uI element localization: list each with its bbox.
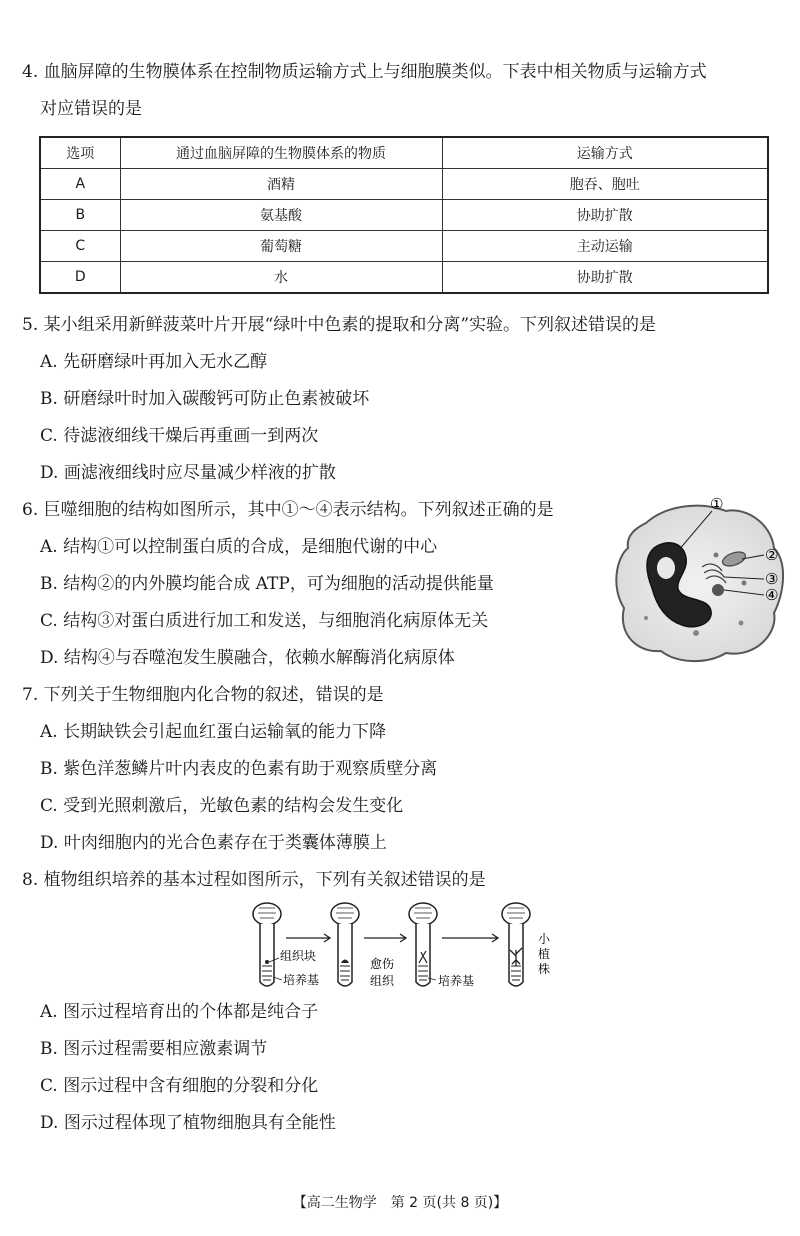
table-cell: 协助扩散 [442,262,768,294]
table-row [40,262,768,294]
q6-option-b: B. 结构②的内外膜均能合成 ATP，可为细胞的活动提供能量 [40,574,494,594]
q7-option-c: C. 受到光照刺激后，光敏色素的结构会发生变化 [40,796,404,816]
q7-option-b: B. 紫色洋葱鳞片叶内表皮的色素有助于观察质壁分离 [40,759,438,779]
q6-option-d: D. 结构④与吞噬泡发生膜融合，依赖水解酶消化病原体 [40,648,455,668]
label-tissue-block: 组织块 [280,949,317,963]
label-callus-2: 组织 [370,974,395,988]
q4-stem-line1: 4. 血脑屏障的生物膜体系在控制物质运输方式上与细胞膜类似。下表中相关物质与运输方式 [22,62,707,82]
table-cell: 胞吞、胞吐 [442,169,768,200]
label-callus-1: 愈伤 [370,957,395,971]
test-tube-3 [409,903,437,986]
label-plantlet-3: 株 [538,962,551,976]
table-cell: A [40,169,120,200]
q4-stem-line2: 对应错误的是 [40,99,142,119]
q5-option-a: A. 先研磨绿叶再加入无水乙醇 [40,352,268,372]
table-row [40,169,768,200]
label-4: ④ [765,586,779,604]
page-footer: 【高二生物学 第 2 页(共 8 页)】 [292,1195,508,1211]
table-cell: B [40,200,120,231]
label-plantlet-2: 植 [538,947,551,961]
nucleolus [657,557,675,579]
label-plantlet-1: 小 [538,932,551,946]
q4-table [39,136,769,294]
table-header-cell: 运输方式 [442,137,768,169]
label-2: ② [765,546,779,564]
q6-stem: 6. 巨噬细胞的结构如图所示，其中①～④表示结构。下列叙述正确的是 [22,500,554,520]
label-medium-2: 培养基 [438,974,475,988]
table-cell: 酒精 [120,169,442,200]
table-header-row [40,137,768,169]
test-tube-2 [331,903,359,986]
table-header-cell: 选项 [40,137,120,169]
q5-option-c: C. 待滤液细线干燥后再重画一到两次 [40,426,319,446]
q8-stem: 8. 植物组织培养的基本过程如图所示，下列有关叙述错误的是 [22,870,486,890]
q5-stem: 5. 某小组采用新鲜菠菜叶片开展“绿叶中色素的提取和分离”实验。下列叙述错误的是 [22,315,657,335]
table-cell: 主动运输 [442,231,768,262]
table-cell: 水 [120,262,442,294]
q8-option-b: B. 图示过程需要相应激素调节 [40,1039,268,1059]
q7-option-a: A. 长期缺铁会引起血红蛋白运输氧的能力下降 [40,722,387,742]
table-cell: 协助扩散 [442,200,768,231]
label-1: ① [710,495,724,513]
table-cell: 葡萄糖 [120,231,442,262]
q6-option-a: A. 结构①可以控制蛋白质的合成，是细胞代谢的中心 [40,537,438,557]
table-cell: C [40,231,120,262]
q7-option-d: D. 叶肉细胞内的光合色素存在于类囊体薄膜上 [40,833,387,853]
q6-option-c: C. 结构③对蛋白质进行加工和发送，与细胞消化病原体无关 [40,611,489,631]
q8-option-d: D. 图示过程体现了植物细胞具有全能性 [40,1113,336,1133]
table-row [40,231,768,262]
table-row [40,200,768,231]
macrophage-figure [606,493,800,673]
tissue-culture-figure [240,900,570,995]
test-tube-1 [253,903,281,986]
test-tube-4 [502,903,530,986]
label-medium-1: 培养基 [283,973,320,987]
table-cell: 氨基酸 [120,200,442,231]
table-cell: D [40,262,120,294]
table-header-cell: 通过血脑屏障的生物膜体系的物质 [120,137,442,169]
q8-option-a: A. 图示过程培育出的个体都是纯合子 [40,1002,319,1022]
lysosome [712,584,724,596]
label-3: ③ [765,570,779,588]
q5-option-b: B. 研磨绿叶时加入碳酸钙可防止色素被破坏 [40,389,370,409]
cell-membrane [616,506,783,661]
q7-stem: 7. 下列关于生物细胞内化合物的叙述，错误的是 [22,685,384,705]
q8-option-c: C. 图示过程中含有细胞的分裂和分化 [40,1076,319,1096]
q5-option-d: D. 画滤液细线时应尽量减少样液的扩散 [40,463,336,483]
